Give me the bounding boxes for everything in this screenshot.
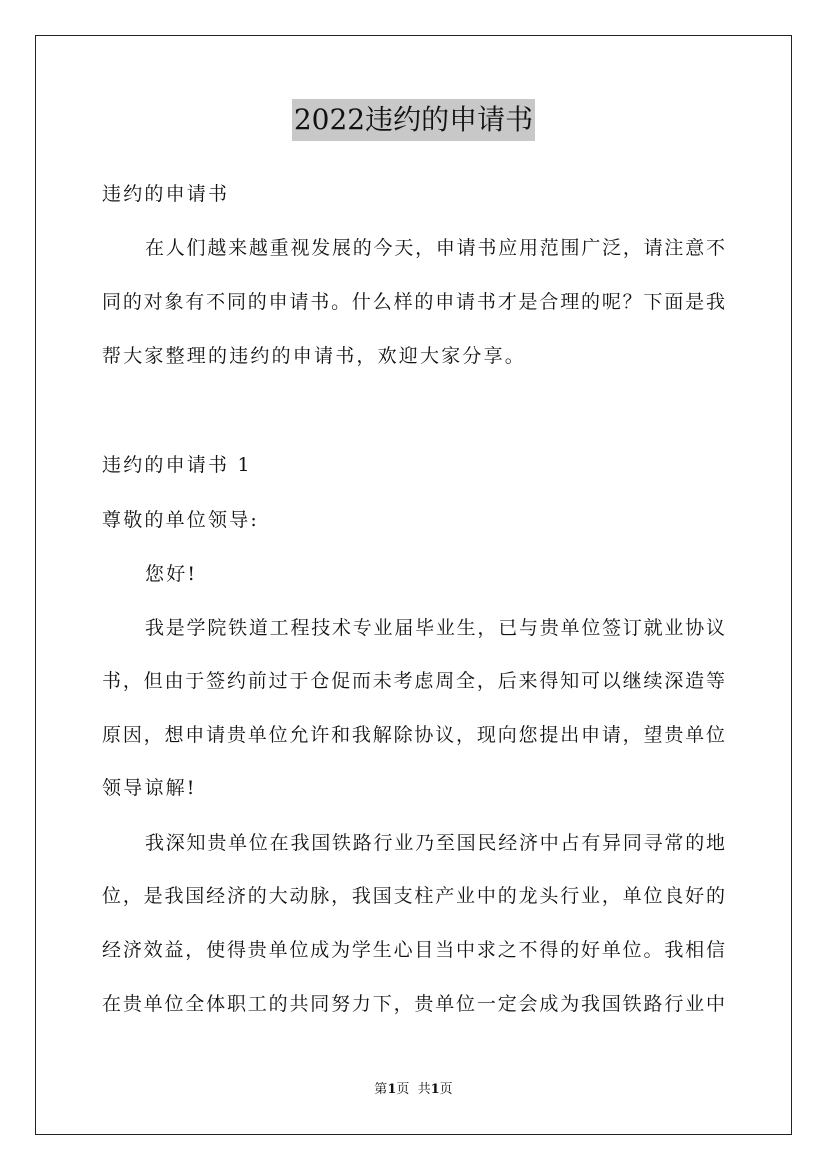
para1-line-3: 原因，想申请贵单位允许和我解除协议，现向您提出申请，望贵单位 bbox=[102, 724, 725, 746]
section-heading: 违约的申请书 1 bbox=[102, 454, 252, 476]
para2-line-1: 我深知贵单位在我国铁路行业乃至国民经济中占有异同寻常的地 bbox=[145, 832, 725, 854]
para1-line-1: 我是学院铁道工程技术专业届毕业生，已与贵单位签订就业协议 bbox=[145, 617, 725, 639]
intro-line-2: 同的对象有不同的申请书。什么样的申请书才是合理的呢？下面是我 bbox=[102, 291, 725, 313]
para1-line-2: 书，但由于签约前过于仓促而未考虑周全，后来得知可以继续深造等 bbox=[102, 670, 725, 692]
page-footer bbox=[0, 1081, 827, 1099]
salutation: 尊敬的单位领导: bbox=[102, 509, 260, 531]
para2-line-2: 位，是我国经济的大动脉，我国支柱产业中的龙头行业，单位良好的 bbox=[102, 885, 725, 907]
footer-page-current: 1 bbox=[387, 1082, 397, 1097]
greeting: 您好! bbox=[145, 563, 198, 585]
para2-line-4: 在贵单位全体职工的共同努力下，贵单位一定会成为我国铁路行业中 bbox=[102, 993, 725, 1015]
intro-line-3: 帮大家整理的违约的申请书，欢迎大家分享。 bbox=[102, 345, 527, 367]
para2-line-3: 经济效益，使得贵单位成为学生心目当中求之不得的好单位。我相信 bbox=[102, 939, 725, 961]
footer-suffix: 页 bbox=[439, 1082, 453, 1097]
intro-line-1: 在人们越来越重视发展的今天，申请书应用范围广泛，请注意不 bbox=[145, 237, 725, 259]
footer-mid: 页 共 bbox=[396, 1082, 431, 1097]
document-title: 2022违约的申请书 bbox=[292, 99, 535, 141]
footer-prefix: 第 bbox=[374, 1082, 388, 1097]
footer-page-total: 1 bbox=[430, 1082, 440, 1097]
document-subtitle: 违约的申请书 bbox=[102, 183, 230, 205]
para1-line-4: 领导谅解! bbox=[102, 777, 197, 799]
title-wrap bbox=[0, 99, 827, 141]
